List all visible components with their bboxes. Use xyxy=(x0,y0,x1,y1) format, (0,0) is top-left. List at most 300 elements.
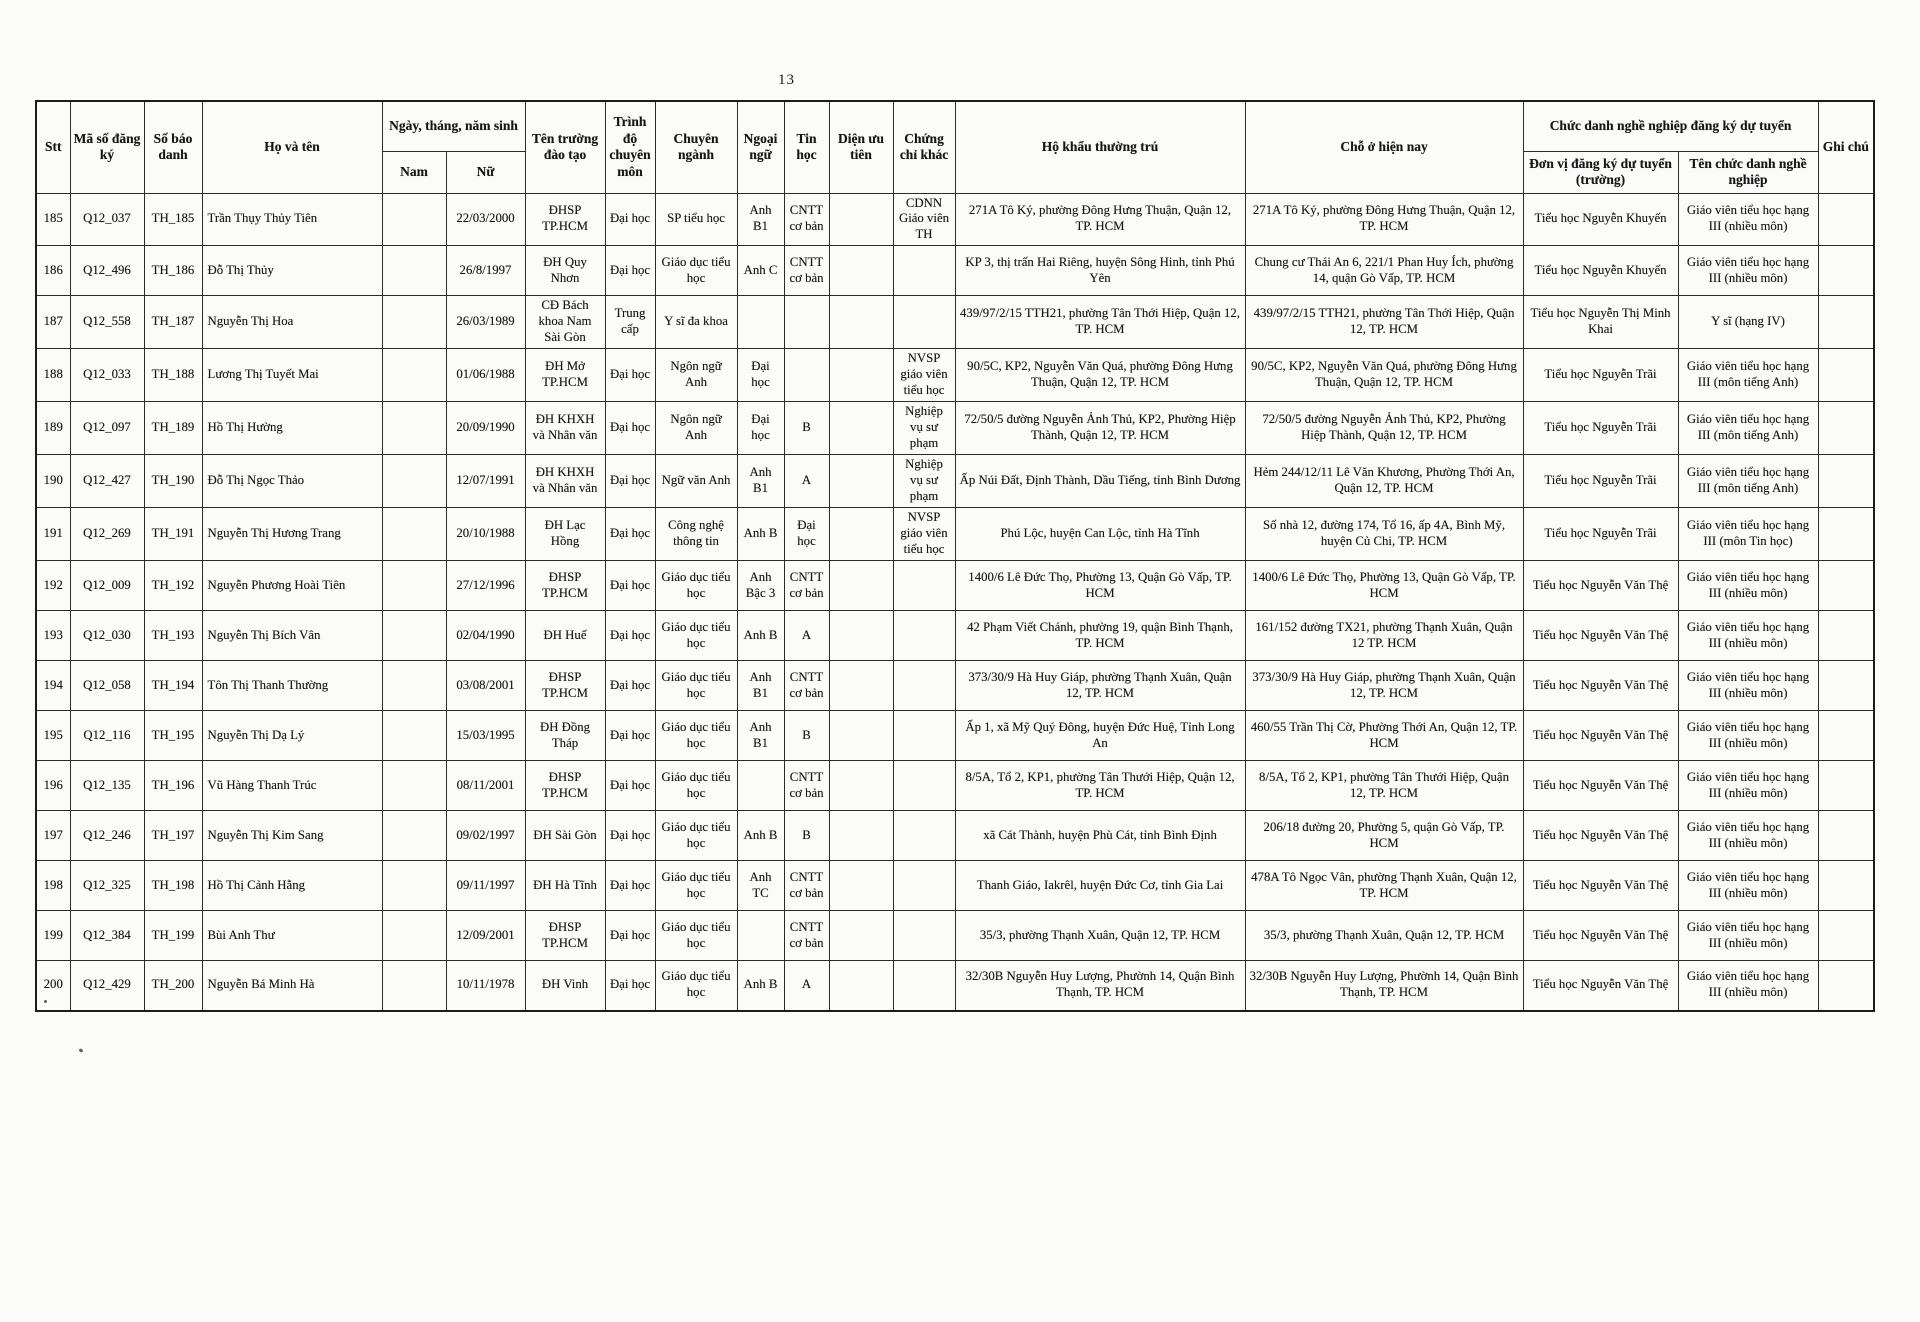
cell-chuc-danh: Giáo viên tiểu học hạng III (nhiều môn) xyxy=(1678,661,1818,711)
cell-ho-ten: Nguyễn Phương Hoài Tiên xyxy=(202,561,382,611)
cell-ngoai-ngu: Đại học xyxy=(737,402,784,455)
cell-nu: 27/12/1996 xyxy=(446,561,525,611)
cell-chuyen-nganh: SP tiểu học xyxy=(655,193,737,246)
cell-ho-khau: KP 3, thị trấn Hai Riêng, huyện Sông Hinh, tỉnh Phú Yên xyxy=(955,246,1245,296)
cell-stt: 189 xyxy=(36,402,70,455)
cell-ho-ten: Nguyễn Thị Hương Trang xyxy=(202,508,382,561)
cell-ma-so: Q12_246 xyxy=(70,811,144,861)
cell-cho-o: Chung cư Thái An 6, 221/1 Phan Huy Ích, phường 14, quận Gò Vấp, TP. HCM xyxy=(1245,246,1523,296)
col-header-training-school: Tên trường đào tạo xyxy=(525,101,605,193)
table-row xyxy=(36,455,1874,508)
cell-don-vi: Tiểu học Nguyễn Văn Thệ xyxy=(1523,761,1678,811)
cell-nu: 03/08/2001 xyxy=(446,661,525,711)
cell-nam xyxy=(382,349,446,402)
cell-cho-o: Hẻm 244/12/11 Lê Văn Khương, Phường Thới An, Quận 12, TP. HCM xyxy=(1245,455,1523,508)
cell-ho-ten: Hồ Thị Hường xyxy=(202,402,382,455)
cell-chung-chi xyxy=(893,611,955,661)
cell-chung-chi: Nghiệp vụ sư phạm xyxy=(893,455,955,508)
cell-ma-so: Q12_269 xyxy=(70,508,144,561)
table-row xyxy=(36,402,1874,455)
cell-trinh-do: Đại học xyxy=(605,349,655,402)
cell-cho-o: 72/50/5 đường Nguyễn Ảnh Thủ, KP2, Phường Hiệp Thành, Quận 12, TP. HCM xyxy=(1245,402,1523,455)
cell-ma-so: Q12_325 xyxy=(70,861,144,911)
cell-trinh-do: Đại học xyxy=(605,711,655,761)
col-header-informatics: Tin học xyxy=(784,101,829,193)
cell-uu-tien xyxy=(829,193,893,246)
cell-uu-tien xyxy=(829,711,893,761)
col-header-current-residence: Chỗ ở hiện nay xyxy=(1245,101,1523,193)
cell-uu-tien xyxy=(829,455,893,508)
cell-nu: 26/8/1997 xyxy=(446,246,525,296)
cell-nam xyxy=(382,811,446,861)
cell-so-bao-danh: TH_187 xyxy=(144,296,202,349)
cell-ngoai-ngu: Anh B xyxy=(737,508,784,561)
cell-ho-ten: Nguyễn Bá Minh Hà xyxy=(202,961,382,1011)
cell-chuc-danh: Giáo viên tiểu học hạng III (nhiều môn) xyxy=(1678,246,1818,296)
cell-truong: ĐHSP TP.HCM xyxy=(525,561,605,611)
cell-chuc-danh: Giáo viên tiểu học hạng III (nhiều môn) xyxy=(1678,761,1818,811)
cell-uu-tien xyxy=(829,402,893,455)
cell-don-vi: Tiểu học Nguyễn Văn Thệ xyxy=(1523,911,1678,961)
cell-tin-hoc: B xyxy=(784,402,829,455)
cell-chung-chi xyxy=(893,761,955,811)
cell-nu: 12/07/1991 xyxy=(446,455,525,508)
cell-so-bao-danh: TH_199 xyxy=(144,911,202,961)
cell-cho-o: Số nhà 12, đường 174, Tổ 16, ấp 4A, Bình Mỹ, huyện Củ Chi, TP. HCM xyxy=(1245,508,1523,561)
cell-truong: ĐHSP TP.HCM xyxy=(525,761,605,811)
cell-ngoai-ngu xyxy=(737,911,784,961)
cell-ghi-chu xyxy=(1818,402,1874,455)
cell-cho-o: 373/30/9 Hà Huy Giáp, phường Thạnh Xuân, Quận 12, TP. HCM xyxy=(1245,661,1523,711)
cell-chuyen-nganh: Giáo dục tiểu học xyxy=(655,961,737,1011)
cell-so-bao-danh: TH_200 xyxy=(144,961,202,1011)
cell-uu-tien xyxy=(829,661,893,711)
cell-ngoai-ngu: Đại học xyxy=(737,349,784,402)
cell-ma-so: Q12_033 xyxy=(70,349,144,402)
cell-nam xyxy=(382,661,446,711)
cell-trinh-do: Đại học xyxy=(605,661,655,711)
cell-ma-so: Q12_427 xyxy=(70,455,144,508)
table-row xyxy=(36,246,1874,296)
cell-truong: CĐ Bách khoa Nam Sài Gòn xyxy=(525,296,605,349)
cell-trinh-do: Đại học xyxy=(605,508,655,561)
cell-chuc-danh: Giáo viên tiểu học hạng III (nhiều môn) xyxy=(1678,193,1818,246)
cell-nu: 12/09/2001 xyxy=(446,911,525,961)
cell-uu-tien xyxy=(829,861,893,911)
cell-ghi-chu xyxy=(1818,246,1874,296)
cell-don-vi: Tiểu học Nguyễn Trãi xyxy=(1523,349,1678,402)
cell-so-bao-danh: TH_195 xyxy=(144,711,202,761)
cell-don-vi: Tiểu học Nguyễn Văn Thệ xyxy=(1523,711,1678,761)
cell-uu-tien xyxy=(829,961,893,1011)
cell-truong: ĐH Lạc Hồng xyxy=(525,508,605,561)
cell-nu: 22/03/2000 xyxy=(446,193,525,246)
cell-stt: 185 xyxy=(36,193,70,246)
candidate-table xyxy=(35,100,1875,1012)
cell-ngoai-ngu: Anh B1 xyxy=(737,661,784,711)
cell-don-vi: Tiểu học Nguyễn Trãi xyxy=(1523,508,1678,561)
cell-tin-hoc: CNTT cơ bản xyxy=(784,911,829,961)
cell-chuc-danh: Giáo viên tiểu học hạng III (nhiều môn) xyxy=(1678,611,1818,661)
cell-chuc-danh: Giáo viên tiểu học hạng III (nhiều môn) xyxy=(1678,561,1818,611)
col-header-applying-school: Đơn vị đăng ký dự tuyển (trường) xyxy=(1523,151,1678,193)
cell-chung-chi xyxy=(893,961,955,1011)
cell-ghi-chu xyxy=(1818,296,1874,349)
cell-nam xyxy=(382,296,446,349)
cell-stt: 188 xyxy=(36,349,70,402)
cell-so-bao-danh: TH_196 xyxy=(144,761,202,811)
cell-ghi-chu xyxy=(1818,455,1874,508)
cell-ghi-chu xyxy=(1818,193,1874,246)
cell-nam xyxy=(382,761,446,811)
cell-stt: 200 xyxy=(36,961,70,1011)
cell-stt: 197 xyxy=(36,811,70,861)
col-header-notes: Ghi chú xyxy=(1818,101,1874,193)
cell-nu: 09/11/1997 xyxy=(446,861,525,911)
cell-chung-chi: CDNN Giáo viên TH xyxy=(893,193,955,246)
cell-so-bao-danh: TH_188 xyxy=(144,349,202,402)
cell-nam xyxy=(382,911,446,961)
cell-stt: 198 xyxy=(36,861,70,911)
cell-cho-o: 32/30B Nguyễn Huy Lượng, Phườnh 14, Quận Bình Thạnh, TP. HCM xyxy=(1245,961,1523,1011)
col-header-job-title-name: Tên chức danh nghề nghiệp xyxy=(1678,151,1818,193)
col-header-major: Chuyên ngành xyxy=(655,101,737,193)
cell-chuc-danh: Giáo viên tiểu học hạng III (môn Tin học) xyxy=(1678,508,1818,561)
cell-ma-so: Q12_037 xyxy=(70,193,144,246)
cell-stt: 186 xyxy=(36,246,70,296)
cell-ho-khau: 373/30/9 Hà Huy Giáp, phường Thạnh Xuân, Quận 12, TP. HCM xyxy=(955,661,1245,711)
cell-uu-tien xyxy=(829,561,893,611)
cell-ho-ten: Nguyễn Thị Bích Vân xyxy=(202,611,382,661)
cell-chung-chi: NVSP giáo viên tiểu học xyxy=(893,508,955,561)
cell-chuyen-nganh: Giáo dục tiểu học xyxy=(655,246,737,296)
cell-chung-chi xyxy=(893,911,955,961)
table-row xyxy=(36,561,1874,611)
cell-so-bao-danh: TH_190 xyxy=(144,455,202,508)
cell-trinh-do: Đại học xyxy=(605,561,655,611)
table-row xyxy=(36,861,1874,911)
cell-stt: 191 xyxy=(36,508,70,561)
cell-cho-o: 161/152 đường TX21, phường Thạnh Xuân, Quận 12 TP. HCM xyxy=(1245,611,1523,661)
cell-truong: ĐH KHXH và Nhân văn xyxy=(525,455,605,508)
cell-tin-hoc: B xyxy=(784,811,829,861)
cell-truong: ĐH Mở TP.HCM xyxy=(525,349,605,402)
cell-ho-khau: Phú Lộc, huyện Can Lộc, tỉnh Hà Tĩnh xyxy=(955,508,1245,561)
cell-chuyen-nganh: Giáo dục tiểu học xyxy=(655,761,737,811)
cell-ma-so: Q12_116 xyxy=(70,711,144,761)
cell-don-vi: Tiểu học Nguyễn Văn Thệ xyxy=(1523,661,1678,711)
table-row xyxy=(36,508,1874,561)
cell-ho-ten: Vũ Hàng Thanh Trúc xyxy=(202,761,382,811)
cell-ma-so: Q12_058 xyxy=(70,661,144,711)
col-header-permanent-residence: Hộ khẩu thường trú xyxy=(955,101,1245,193)
cell-ghi-chu xyxy=(1818,911,1874,961)
cell-don-vi: Tiểu học Nguyễn Văn Thệ xyxy=(1523,561,1678,611)
cell-ho-ten: Trần Thụy Thủy Tiên xyxy=(202,193,382,246)
table-row xyxy=(36,961,1874,1011)
scan-speck xyxy=(79,1048,84,1053)
col-header-stt: Stt xyxy=(36,101,70,193)
cell-nu: 02/04/1990 xyxy=(446,611,525,661)
cell-chung-chi xyxy=(893,661,955,711)
cell-ho-khau: 32/30B Nguyễn Huy Lượng, Phườnh 14, Quận Bình Thạnh, TP. HCM xyxy=(955,961,1245,1011)
col-header-full-name: Họ và tên xyxy=(202,101,382,193)
cell-truong: ĐHSP TP.HCM xyxy=(525,193,605,246)
cell-chuyen-nganh: Ngôn ngữ Anh xyxy=(655,349,737,402)
cell-cho-o: 206/18 đường 20, Phường 5, quận Gò Vấp, TP. HCM xyxy=(1245,811,1523,861)
cell-ghi-chu xyxy=(1818,661,1874,711)
cell-ho-khau: Ấp 1, xã Mỹ Quý Đông, huyện Đức Huệ, Tỉnh Long An xyxy=(955,711,1245,761)
cell-chuc-danh: Giáo viên tiểu học hạng III (nhiều môn) xyxy=(1678,861,1818,911)
cell-chuyen-nganh: Giáo dục tiểu học xyxy=(655,861,737,911)
cell-chuc-danh: Giáo viên tiểu học hạng III (nhiều môn) xyxy=(1678,961,1818,1011)
cell-trinh-do: Trung cấp xyxy=(605,296,655,349)
cell-chuyen-nganh: Ngữ văn Anh xyxy=(655,455,737,508)
cell-ghi-chu xyxy=(1818,711,1874,761)
table-row xyxy=(36,193,1874,246)
cell-trinh-do: Đại học xyxy=(605,455,655,508)
cell-ma-so: Q12_496 xyxy=(70,246,144,296)
cell-cho-o: 1400/6 Lê Đức Thọ, Phường 13, Quận Gò Vấp, TP. HCM xyxy=(1245,561,1523,611)
cell-uu-tien xyxy=(829,761,893,811)
col-header-female: Nữ xyxy=(446,151,525,193)
cell-chung-chi xyxy=(893,861,955,911)
cell-chung-chi: Nghiệp vụ sư phạm xyxy=(893,402,955,455)
cell-trinh-do: Đại học xyxy=(605,402,655,455)
table-row xyxy=(36,611,1874,661)
cell-uu-tien xyxy=(829,246,893,296)
col-header-qualification: Trình độ chuyên môn xyxy=(605,101,655,193)
cell-ngoai-ngu: Anh B xyxy=(737,811,784,861)
table-row xyxy=(36,661,1874,711)
cell-uu-tien xyxy=(829,296,893,349)
cell-ghi-chu xyxy=(1818,561,1874,611)
cell-truong: ĐHSP TP.HCM xyxy=(525,911,605,961)
cell-so-bao-danh: TH_189 xyxy=(144,402,202,455)
cell-stt: 196 xyxy=(36,761,70,811)
cell-ho-khau: Thanh Giáo, Iakrêl, huyện Đức Cơ, tỉnh Gia Lai xyxy=(955,861,1245,911)
cell-truong: ĐH Quy Nhơn xyxy=(525,246,605,296)
cell-trinh-do: Đại học xyxy=(605,961,655,1011)
cell-so-bao-danh: TH_186 xyxy=(144,246,202,296)
cell-trinh-do: Đại học xyxy=(605,861,655,911)
cell-stt: 193 xyxy=(36,611,70,661)
cell-ma-so: Q12_384 xyxy=(70,911,144,961)
cell-chuyen-nganh: Ngôn ngữ Anh xyxy=(655,402,737,455)
cell-uu-tien xyxy=(829,611,893,661)
cell-ho-khau: 271A Tô Ký, phường Đông Hưng Thuận, Quận 12, TP. HCM xyxy=(955,193,1245,246)
cell-chuc-danh: Giáo viên tiểu học hạng III (nhiều môn) xyxy=(1678,911,1818,961)
cell-ngoai-ngu: Anh C xyxy=(737,246,784,296)
cell-ho-ten: Nguyễn Thị Kim Sang xyxy=(202,811,382,861)
cell-nu: 01/06/1988 xyxy=(446,349,525,402)
cell-trinh-do: Đại học xyxy=(605,761,655,811)
cell-nam xyxy=(382,611,446,661)
cell-don-vi: Tiểu học Nguyễn Khuyến xyxy=(1523,246,1678,296)
cell-chung-chi xyxy=(893,711,955,761)
cell-ho-ten: Tôn Thị Thanh Thường xyxy=(202,661,382,711)
cell-chung-chi xyxy=(893,811,955,861)
cell-nu: 09/02/1997 xyxy=(446,811,525,861)
cell-ho-ten: Lương Thị Tuyết Mai xyxy=(202,349,382,402)
cell-truong: ĐH Sài Gòn xyxy=(525,811,605,861)
cell-so-bao-danh: TH_198 xyxy=(144,861,202,911)
cell-truong: ĐHSP TP.HCM xyxy=(525,661,605,711)
cell-ngoai-ngu: Anh Bậc 3 xyxy=(737,561,784,611)
cell-don-vi: Tiểu học Nguyễn Văn Thệ xyxy=(1523,961,1678,1011)
cell-stt: 199 xyxy=(36,911,70,961)
cell-chuyen-nganh: Giáo dục tiểu học xyxy=(655,561,737,611)
cell-ghi-chu xyxy=(1818,811,1874,861)
cell-trinh-do: Đại học xyxy=(605,811,655,861)
cell-chuc-danh: Giáo viên tiểu học hạng III (môn tiếng Anh) xyxy=(1678,455,1818,508)
cell-so-bao-danh: TH_194 xyxy=(144,661,202,711)
cell-chuc-danh: Giáo viên tiểu học hạng III (môn tiếng Anh) xyxy=(1678,349,1818,402)
cell-cho-o: 478A Tô Ngọc Vân, phường Thạnh Xuân, Quận 12, TP. HCM xyxy=(1245,861,1523,911)
cell-ngoai-ngu: Anh B1 xyxy=(737,711,784,761)
cell-tin-hoc xyxy=(784,349,829,402)
cell-ngoai-ngu: Anh B xyxy=(737,611,784,661)
cell-tin-hoc: A xyxy=(784,611,829,661)
cell-ma-so: Q12_030 xyxy=(70,611,144,661)
cell-cho-o: 271A Tô Ký, phường Đông Hưng Thuận, Quận 12, TP. HCM xyxy=(1245,193,1523,246)
cell-stt: 194 xyxy=(36,661,70,711)
table-header xyxy=(36,101,1874,193)
cell-chuc-danh: Y sĩ (hạng IV) xyxy=(1678,296,1818,349)
cell-don-vi: Tiểu học Nguyễn Khuyến xyxy=(1523,193,1678,246)
cell-ghi-chu xyxy=(1818,349,1874,402)
cell-nu: 20/09/1990 xyxy=(446,402,525,455)
col-header-male: Nam xyxy=(382,151,446,193)
cell-chuyen-nganh: Giáo dục tiểu học xyxy=(655,611,737,661)
cell-uu-tien xyxy=(829,811,893,861)
cell-ho-ten: Hồ Thị Cảnh Hằng xyxy=(202,861,382,911)
cell-stt: 187 xyxy=(36,296,70,349)
cell-tin-hoc: CNTT cơ bản xyxy=(784,193,829,246)
table-row xyxy=(36,811,1874,861)
cell-ho-ten: Nguyễn Thị Hoa xyxy=(202,296,382,349)
cell-so-bao-danh: TH_185 xyxy=(144,193,202,246)
cell-ngoai-ngu: Anh B1 xyxy=(737,193,784,246)
cell-trinh-do: Đại học xyxy=(605,611,655,661)
cell-trinh-do: Đại học xyxy=(605,911,655,961)
cell-ghi-chu xyxy=(1818,508,1874,561)
cell-ghi-chu xyxy=(1818,961,1874,1011)
cell-tin-hoc: A xyxy=(784,961,829,1011)
cell-truong: ĐH Vinh xyxy=(525,961,605,1011)
cell-uu-tien xyxy=(829,349,893,402)
cell-tin-hoc: A xyxy=(784,455,829,508)
cell-nam xyxy=(382,861,446,911)
cell-chuyen-nganh: Giáo dục tiểu học xyxy=(655,811,737,861)
cell-chuyen-nganh: Giáo dục tiểu học xyxy=(655,711,737,761)
cell-tin-hoc xyxy=(784,296,829,349)
cell-trinh-do: Đại học xyxy=(605,246,655,296)
cell-ho-ten: Bùi Anh Thư xyxy=(202,911,382,961)
cell-ho-khau: 90/5C, KP2, Nguyễn Văn Quá, phường Đông Hưng Thuận, Quận 12, TP. HCM xyxy=(955,349,1245,402)
cell-chuc-danh: Giáo viên tiểu học hạng III (nhiều môn) xyxy=(1678,811,1818,861)
cell-ho-khau: Ấp Núi Đất, Định Thành, Dầu Tiếng, tỉnh Bình Dương xyxy=(955,455,1245,508)
cell-ngoai-ngu: Anh B1 xyxy=(737,455,784,508)
cell-nam xyxy=(382,246,446,296)
col-header-birthdate-group: Ngày, tháng, năm sinh xyxy=(382,101,525,151)
cell-trinh-do: Đại học xyxy=(605,193,655,246)
cell-don-vi: Tiểu học Nguyễn Trãi xyxy=(1523,402,1678,455)
col-header-other-certificates: Chứng chỉ khác xyxy=(893,101,955,193)
cell-ho-ten: Nguyễn Thị Dạ Lý xyxy=(202,711,382,761)
cell-chuyen-nganh: Giáo dục tiểu học xyxy=(655,661,737,711)
cell-chung-chi xyxy=(893,561,955,611)
cell-ho-khau: 439/97/2/15 TTH21, phường Tân Thới Hiệp, Quận 12, TP. HCM xyxy=(955,296,1245,349)
cell-nam xyxy=(382,508,446,561)
cell-don-vi: Tiểu học Nguyễn Văn Thệ xyxy=(1523,611,1678,661)
cell-tin-hoc: Đại học xyxy=(784,508,829,561)
cell-so-bao-danh: TH_191 xyxy=(144,508,202,561)
cell-truong: ĐH KHXH và Nhân văn xyxy=(525,402,605,455)
cell-truong: ĐH Hà Tĩnh xyxy=(525,861,605,911)
cell-truong: ĐH Huế xyxy=(525,611,605,661)
cell-chung-chi xyxy=(893,296,955,349)
cell-chuyen-nganh: Công nghệ thông tin xyxy=(655,508,737,561)
table-row xyxy=(36,761,1874,811)
cell-stt: 195 xyxy=(36,711,70,761)
cell-nu: 26/03/1989 xyxy=(446,296,525,349)
cell-ngoai-ngu: Anh B xyxy=(737,961,784,1011)
cell-ma-so: Q12_097 xyxy=(70,402,144,455)
col-header-candidate-number: Số báo danh xyxy=(144,101,202,193)
cell-nam xyxy=(382,193,446,246)
cell-uu-tien xyxy=(829,911,893,961)
cell-cho-o: 460/55 Trần Thị Cờ, Phường Thới An, Quận 12, TP. HCM xyxy=(1245,711,1523,761)
cell-ho-ten: Đỗ Thị Thủy xyxy=(202,246,382,296)
cell-nu: 15/03/1995 xyxy=(446,711,525,761)
cell-ho-khau: 8/5A, Tổ 2, KP1, phường Tân Thưới Hiệp, Quận 12, TP. HCM xyxy=(955,761,1245,811)
cell-ho-ten: Đỗ Thị Ngọc Thảo xyxy=(202,455,382,508)
cell-ngoai-ngu xyxy=(737,296,784,349)
cell-chuc-danh: Giáo viên tiểu học hạng III (nhiều môn) xyxy=(1678,711,1818,761)
cell-truong: ĐH Đồng Tháp xyxy=(525,711,605,761)
table-row xyxy=(36,349,1874,402)
cell-tin-hoc: CNTT cơ bản xyxy=(784,661,829,711)
cell-tin-hoc: CNTT cơ bản xyxy=(784,861,829,911)
cell-ma-so: Q12_429 xyxy=(70,961,144,1011)
cell-tin-hoc: B xyxy=(784,711,829,761)
cell-chuyen-nganh: Giáo dục tiểu học xyxy=(655,911,737,961)
cell-cho-o: 8/5A, Tổ 2, KP1, phường Tân Thưới Hiệp, Quận 12, TP. HCM xyxy=(1245,761,1523,811)
cell-cho-o: 439/97/2/15 TTH21, phường Tân Thới Hiệp, Quận 12, TP. HCM xyxy=(1245,296,1523,349)
cell-tin-hoc: CNTT cơ bản xyxy=(784,561,829,611)
cell-ho-khau: 35/3, phường Thạnh Xuân, Quận 12, TP. HCM xyxy=(955,911,1245,961)
cell-so-bao-danh: TH_193 xyxy=(144,611,202,661)
cell-nam xyxy=(382,961,446,1011)
col-header-registration-code: Mã số đăng ký xyxy=(70,101,144,193)
cell-ho-khau: 42 Phạm Viết Chánh, phường 19, quận Bình Thạnh, TP. HCM xyxy=(955,611,1245,661)
scan-speck xyxy=(44,1000,47,1003)
cell-nu: 10/11/1978 xyxy=(446,961,525,1011)
cell-ho-khau: xã Cát Thành, huyện Phù Cát, tỉnh Bình Định xyxy=(955,811,1245,861)
cell-ghi-chu xyxy=(1818,611,1874,661)
cell-ma-so: Q12_135 xyxy=(70,761,144,811)
col-header-job-title-group: Chức danh nghề nghiệp đăng ký dự tuyển xyxy=(1523,101,1818,151)
table-row xyxy=(36,911,1874,961)
cell-nam xyxy=(382,402,446,455)
cell-ho-khau: 1400/6 Lê Đức Thọ, Phường 13, Quận Gò Vấp, TP. HCM xyxy=(955,561,1245,611)
cell-nam xyxy=(382,711,446,761)
cell-so-bao-danh: TH_192 xyxy=(144,561,202,611)
cell-stt: 192 xyxy=(36,561,70,611)
cell-ngoai-ngu xyxy=(737,761,784,811)
cell-uu-tien xyxy=(829,508,893,561)
